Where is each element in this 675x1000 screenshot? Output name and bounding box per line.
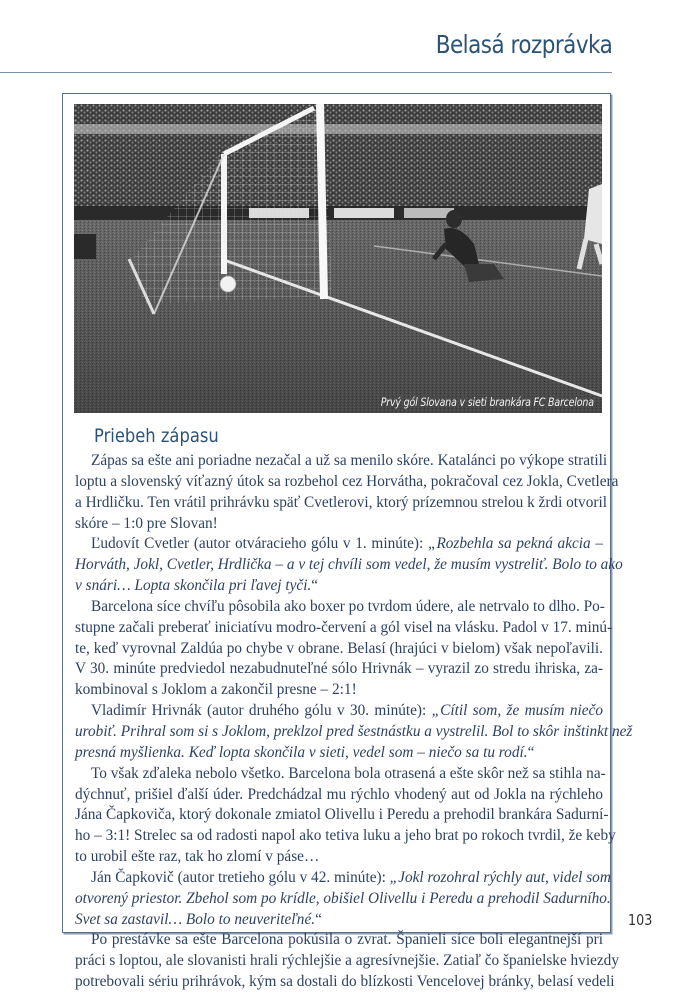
paragraph xyxy=(75,534,623,597)
paragraph xyxy=(75,764,616,868)
text-line xyxy=(75,722,633,743)
text-line xyxy=(75,972,615,993)
goal-post-front xyxy=(320,104,324,299)
text-line xyxy=(75,680,603,701)
text-line xyxy=(75,930,603,951)
quote-run: „Cítil som, že musím niečo xyxy=(431,702,604,720)
text-line xyxy=(75,555,623,576)
photo-illustration xyxy=(74,104,602,413)
text-line xyxy=(75,743,603,764)
quote-run: urobiť. Prihral som si s Joklom, preklzol pred šestnástku a vystrelil. Bol to skôr inštinkt než xyxy=(75,722,633,740)
text-run: te, keď vyrovnal Zaldúa po chybe v obrane. Belasí (hrajúci v bielom) však nepoľavili. xyxy=(75,639,603,657)
closing-quote: “ xyxy=(527,743,535,761)
text-line xyxy=(75,451,608,472)
text-run: Ľudovít Cvetler (autor otváracieho gólu v 1. minúte): xyxy=(91,535,428,553)
text-run: Ján Čapkovič (autor tretieho gólu v 42. minúte): xyxy=(91,868,390,886)
text-line xyxy=(75,951,619,972)
text-line xyxy=(75,639,603,660)
match-photo xyxy=(74,104,602,413)
text-run: Barcelona síce chvíľu pôsobila ako boxer po tvrdom údere, ale netrvalo to dlho. Po- xyxy=(91,597,605,615)
text-line xyxy=(75,597,603,618)
quote-run: otvorený priestor. Zbehol som po krídle, obišiel Olivellu i Peredu a prehodil Sadurního. xyxy=(75,889,611,907)
ball xyxy=(220,276,236,292)
text-run: V 30. minúte predviedol nezabudnuteľné sólo Hrivnák – vyrazil zo stredu ihriska, za- xyxy=(75,660,603,678)
text-run: Zápas sa ešte ani poriadne nezačal a už sa menilo skóre. Katalánci po výkope stratili xyxy=(91,452,608,469)
text-run: potrebovali sériu prihrávok, kým sa dostali do blízkosti Vencelovej bránky, belasí vedeli xyxy=(75,973,615,991)
quote-run: „Rozbehla sa pekná akcia – xyxy=(427,535,603,553)
text-run: a Hrdličku. Ten vrátil prihrávku späť Cvetlerovi, ktorý prízemnou strelou k žrdi otvoril xyxy=(75,493,607,511)
running-head: Belasá rozprávka xyxy=(435,30,612,59)
text-line xyxy=(75,659,603,680)
text-line xyxy=(75,701,603,722)
text-run: kombinoval s Joklom a zakončil presne – 2:1! xyxy=(75,681,357,699)
text-line xyxy=(75,847,603,868)
photographer xyxy=(74,234,96,259)
closing-quote: “ xyxy=(311,577,319,595)
quote-run: „Jokl rozohral rýchly aut, videl som xyxy=(389,868,611,886)
text-run: loptu a slovenský víťazný útok sa rozbehol cez Horvátha, pokračoval cez Jokla, Cvetlera xyxy=(75,472,619,490)
text-run: Jána Čapkoviča, ktorý dokonale zmiatol Olivellu i Peredu a prehodil brankára Sadurní- xyxy=(75,806,609,824)
quote-run: Svet sa zastavil… Bolo to neuveriteľné. xyxy=(75,910,316,928)
text-line xyxy=(75,618,613,639)
text-line xyxy=(75,910,603,931)
text-line xyxy=(75,493,607,514)
page-number: 103 xyxy=(628,911,653,929)
text-line xyxy=(75,534,603,555)
text-line xyxy=(75,889,611,910)
text-run: stupne začali preberať iniciatívu modro-červení a gól visel na vlásku. Padol v 17. minú- xyxy=(75,618,613,636)
text-line xyxy=(75,785,603,806)
text-line xyxy=(75,514,603,535)
text-run: práci s loptou, ale slovanisti hrali rýchlejšie a agresívnejšie. Zatiaľ čo španielske hviezdy xyxy=(75,952,619,970)
ad-boards-upper xyxy=(74,124,602,134)
text-run: Vladimír Hrivnák (autor druhého gólu v 30. minúte): xyxy=(91,702,432,720)
text-run: to urobil ešte raz, tak ho zlomí v páse… xyxy=(75,848,320,866)
text-line xyxy=(75,576,603,597)
section-title: Priebeh zápasu xyxy=(94,425,219,447)
paragraph xyxy=(75,868,611,931)
text-run: dýchnuť, prišiel ďalší úder. Predchádzal mu rýchlo vhodený aut od Jokla na rýchleho xyxy=(75,785,603,803)
paragraph xyxy=(75,597,613,701)
header-rule xyxy=(0,72,612,73)
text-line xyxy=(75,868,611,889)
article-body xyxy=(75,451,633,993)
paragraph xyxy=(75,451,619,534)
quote-run: Horváth, Jokl, Cvetler, Hrdlička – a v tej chvíli som vedel, že musím vystreliť. Bolo to ako xyxy=(75,556,623,574)
text-run: Po prestávke sa ešte Barcelona pokúsila o zvrat. Španieli síce boli elegantnejší pri xyxy=(91,931,603,949)
text-run: ho – 3:1! Strelec sa od radosti napol ako tetiva luku a jeho brat po rokoch tvrdil, že keby xyxy=(75,827,616,845)
text-line xyxy=(75,764,606,785)
closing-quote: “ xyxy=(315,910,322,928)
paragraph xyxy=(75,930,619,993)
text-line xyxy=(75,472,619,493)
photo-caption: Prvý gól Slovana v sieti brankára FC Barcelona xyxy=(380,395,594,409)
quote-run: v snári… Lopta skončila pri ľavej tyči. xyxy=(75,577,312,595)
paragraph xyxy=(75,701,633,764)
text-run: To však zďaleka nebolo všetko. Barcelona bola otrasená a ešte skôr než sa stihla na- xyxy=(91,764,606,782)
quote-run: presná myšlienka. Keď lopta skončila v sieti, vedel som – niečo sa tu rodí. xyxy=(75,743,528,761)
crowd-stands xyxy=(74,104,602,219)
text-line xyxy=(75,805,609,826)
text-run: skóre – 1:0 pre Slovan! xyxy=(75,514,218,532)
text-line xyxy=(75,826,616,847)
